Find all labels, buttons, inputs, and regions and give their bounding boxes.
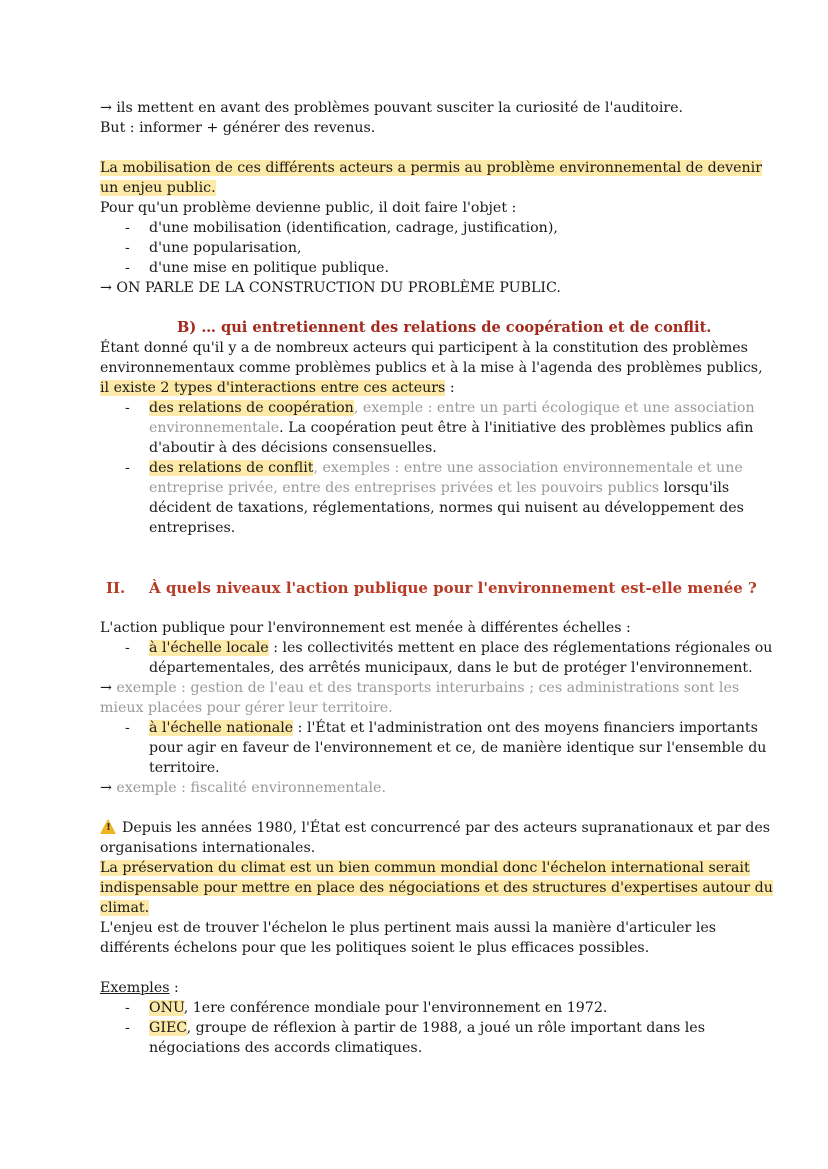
coop-line-3: d'aboutir à des décisions consensuelles. [149, 440, 437, 456]
mobilisation-lead: Pour qu'un problème devienne public, il doit faire l'objet : [100, 200, 517, 216]
bullet-dash: - [125, 1020, 130, 1036]
highlight: GIEC [149, 1020, 187, 1036]
nationale-line-1: à l'échelle nationale : l'État et l'administration ont des moyens financiers importants [149, 720, 758, 736]
climat-line-5: différents échelons pour que les politiques soient le plus efficaces possibles. [100, 940, 650, 956]
nationale-line-2: pour agir en faveur de l'environnement et ce, de manière identique sur l'ensemble du [149, 740, 767, 756]
coop-line-1: des relations de coopération, exemple : entre un parti écologique et une association [149, 400, 755, 416]
bullet-dash: - [125, 400, 130, 416]
highlight: climat. [100, 900, 150, 916]
mobilisation-highlight-1 [100, 158, 762, 178]
exemple-giec-2: négociations des accords climatiques. [149, 1040, 423, 1056]
section-ii-title: À quels niveaux l'action publique pour l'environnement est-elle menée ? [149, 579, 757, 597]
intro-line-2: But : informer + générer des revenus. [100, 120, 376, 136]
bullet-dash: - [125, 260, 130, 276]
climat-line-4: L'enjeu est de trouver l'échelon le plus pertinent mais aussi la manière d'articuler les [100, 920, 717, 936]
nationale-line-3: territoire. [149, 760, 220, 776]
conflit-line-1: des relations de conflit, exemples : entre une association environnementale et une [149, 460, 743, 476]
locale-line-2: départementales, des arrêtés municipaux, dans le but de protéger l'environnement. [149, 660, 753, 676]
section-b-paragraph-1: Étant donné qu'il y a de nombreux acteurs qui participent à la constitution des problèmes [100, 340, 748, 356]
highlight: un enjeu public. [100, 180, 216, 196]
nationale-example: → exemple : fiscalité environnementale. [100, 780, 386, 796]
intro-line-1: → ils mettent en avant des problèmes pouvant susciter la curiosité de l'auditoire. [100, 100, 684, 116]
highlight: La préservation du climat est un bien commun mondial donc l'échelon international serait [100, 860, 750, 876]
warning-icon: ! [100, 819, 117, 834]
list-item: d'une popularisation, [149, 240, 302, 256]
climat-highlight-1 [100, 858, 750, 878]
list-item: d'une mobilisation (identification, cadrage, justification), [149, 220, 558, 236]
bullet-dash: - [125, 1000, 130, 1016]
locale-line-1: à l'échelle locale : les collectivités mettent en place des réglementations régionales ou [149, 640, 773, 656]
warning-line-2: organisations internationales. [100, 840, 316, 856]
conflit-line-2: entreprise privée, entre des entreprises privées et les pouvoirs publics lorsqu'ils [149, 480, 730, 496]
exemple-onu: ONU, 1ere conférence mondiale pour l'environnement en 1972. [149, 1000, 608, 1016]
conflit-line-3: décident de taxations, réglementations, normes qui nuisent au développement des [149, 500, 744, 516]
bullet-dash: - [125, 240, 130, 256]
conflit-line-4: entreprises. [149, 520, 236, 536]
highlight: des relations de coopération [149, 400, 354, 416]
highlight: à l'échelle locale [149, 640, 269, 656]
bullet-dash: - [125, 720, 130, 736]
exemples-heading: Exemples : [100, 980, 179, 996]
highlight: La mobilisation de ces différents acteurs a permis au problème environnemental de devenir [100, 160, 762, 176]
section-ii-lead: L'action publique pour l'environnement est menée à différentes échelles : [100, 620, 631, 636]
coop-line-2: environnementale. La coopération peut être à l'initiative des problèmes publics afin [149, 420, 754, 436]
mobilisation-highlight-2 [100, 178, 216, 198]
bullet-dash: - [125, 640, 130, 656]
climat-highlight-3 [100, 898, 149, 918]
list-item: d'une mise en politique publique. [149, 260, 389, 276]
bullet-dash: - [125, 460, 130, 476]
climat-highlight-2 [100, 878, 773, 898]
highlight: il existe 2 types d'interactions entre ces acteurs [100, 380, 446, 396]
highlight: à l'échelle nationale [149, 720, 294, 736]
section-b-paragraph-3: il existe 2 types d'interactions entre ces acteurs : [100, 380, 455, 396]
bullet-dash: - [125, 220, 130, 236]
locale-example-1: → exemple : gestion de l'eau et des transports interurbains ; ces administrations sont les [100, 680, 740, 696]
mobilisation-conclusion: → ON PARLE DE LA CONSTRUCTION DU PROBLÈME PUBLIC. [100, 280, 561, 296]
locale-example-2: mieux placées pour gérer leur territoire. [100, 700, 393, 716]
section-ii-number: II. [106, 579, 126, 597]
warning-line-1: ! Depuis les années 1980, l'État est concurrencé par des acteurs supranationaux et par des [100, 818, 770, 838]
section-b-title: B) … qui entretiennent des relations de coopération et de conflit. [177, 319, 712, 336]
exemple-giec-1: GIEC, groupe de réflexion à partir de 1988, a joué un rôle important dans les [149, 1020, 705, 1036]
highlight: indispensable pour mettre en place des négociations et des structures d'expertises autour du [100, 880, 773, 896]
highlight: ONU [149, 1000, 184, 1016]
highlight: des relations de conflit [149, 460, 314, 476]
section-b-paragraph-2: environnementaux comme problèmes publics et à la mise à l'agenda des problèmes publics, [100, 360, 763, 376]
